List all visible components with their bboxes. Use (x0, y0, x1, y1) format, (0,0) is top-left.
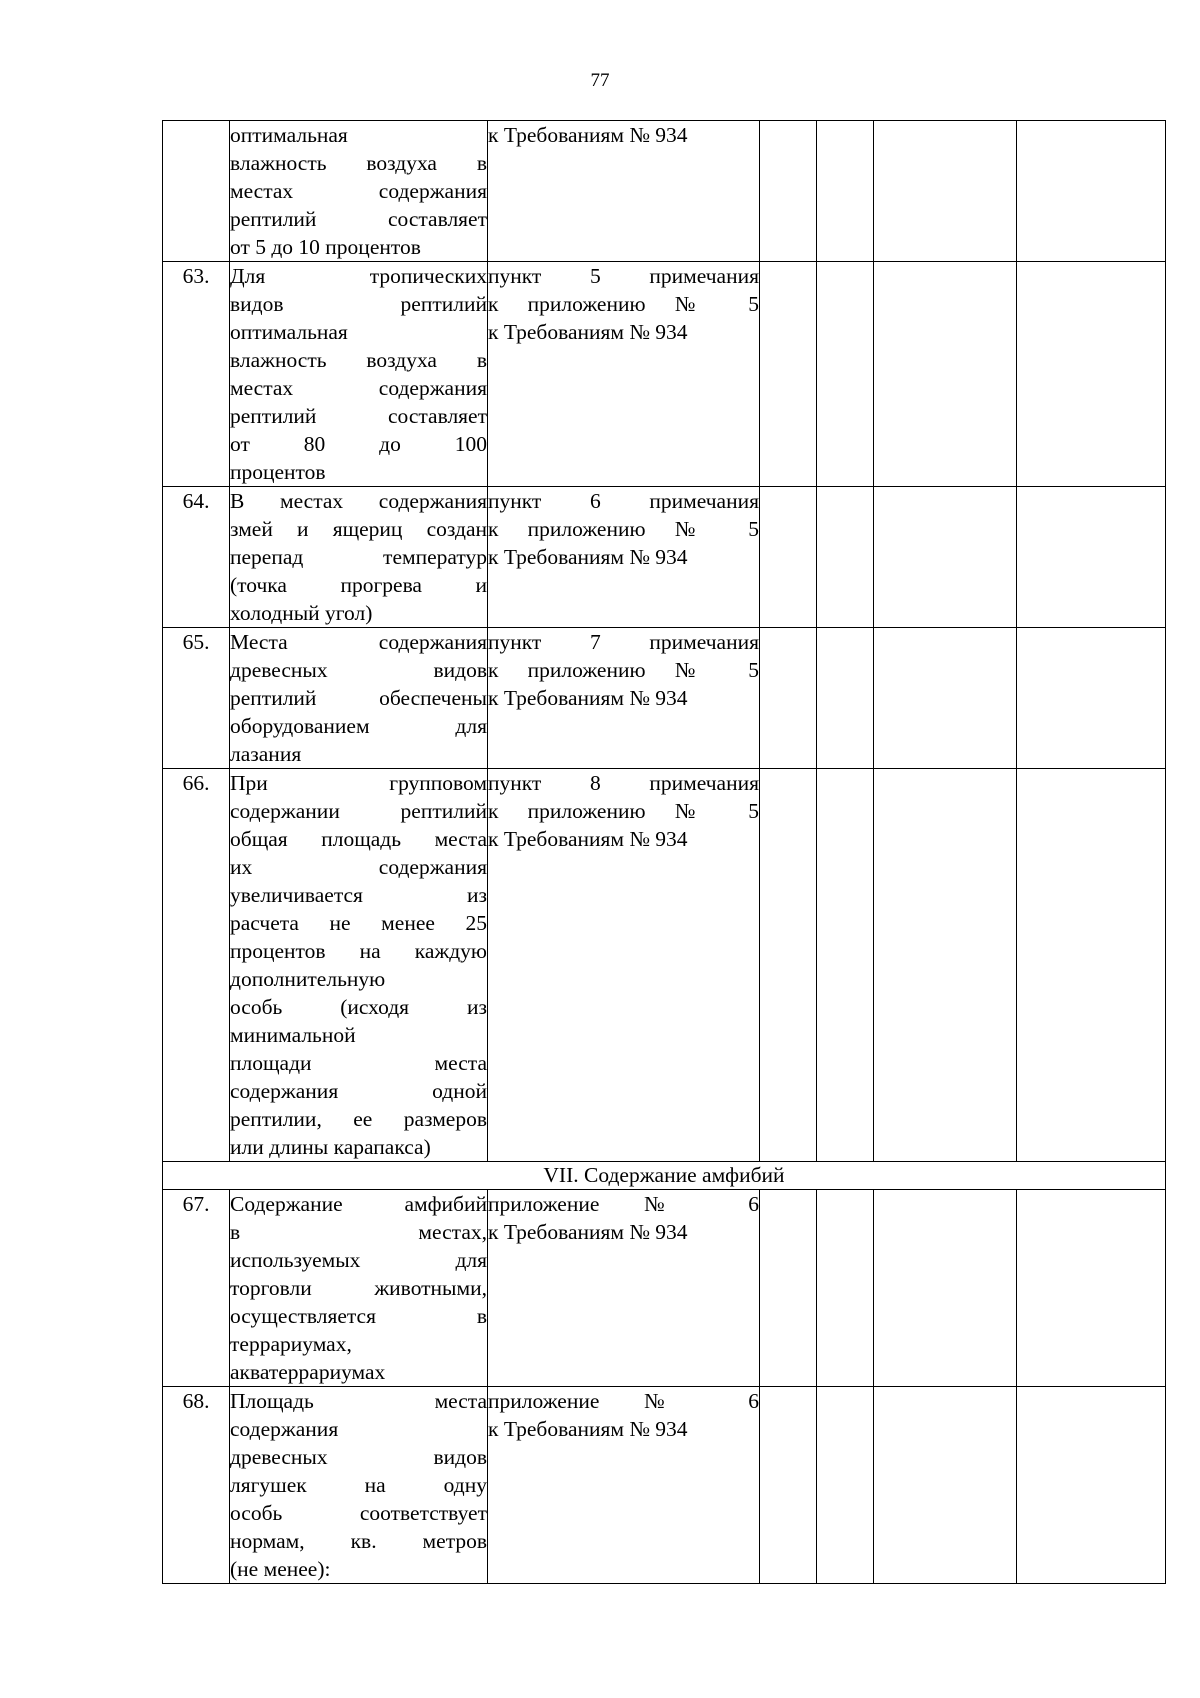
not-applicable-cell (874, 628, 1017, 769)
notes-cell (1017, 769, 1166, 1162)
answer-no-cell (817, 1190, 874, 1387)
not-applicable-cell (874, 121, 1017, 262)
answer-yes-cell (760, 121, 817, 262)
requirement-text (230, 487, 488, 628)
legal-reference (488, 262, 760, 487)
legal-reference (488, 769, 760, 1162)
not-applicable-cell (874, 769, 1017, 1162)
notes-cell (1017, 262, 1166, 487)
requirement-text-line: древесных видов (230, 1445, 487, 1469)
legal-reference (488, 1190, 760, 1387)
table-row (163, 487, 1166, 628)
requirement-text-line: их содержания (230, 855, 487, 879)
requirement-text-line: рептилий составляет (230, 404, 487, 428)
requirement-text-line: древесных видов (230, 658, 487, 682)
requirement-text-line: площади места (230, 1051, 487, 1075)
requirement-text-line: или длины карапакса) (230, 1135, 431, 1159)
requirement-text-line: Площадь места (230, 1389, 487, 1413)
requirement-text-line: торговли животными, (230, 1276, 487, 1300)
requirement-text-line: от 5 до 10 процентов (230, 235, 421, 259)
answer-no-cell (817, 262, 874, 487)
requirement-text-line: содержании рептилий (230, 799, 487, 823)
answer-no-cell (817, 769, 874, 1162)
not-applicable-cell (874, 1387, 1017, 1584)
legal-reference-line: к Требованиям № 934 (488, 686, 688, 710)
requirement-text-line: особь соответствует (230, 1501, 487, 1525)
legal-reference-line: к Требованиям № 934 (488, 1220, 688, 1244)
legal-reference (488, 487, 760, 628)
notes-cell (1017, 1190, 1166, 1387)
table-row (163, 628, 1166, 769)
requirement-text-line: содержания одной (230, 1079, 487, 1103)
requirement-text-line: Содержание амфибий (230, 1192, 487, 1216)
requirement-text-line: осуществляется в (230, 1304, 487, 1328)
requirement-text-line: холодный угол) (230, 601, 373, 625)
requirement-text-line: местах содержания (230, 179, 487, 203)
requirement-text (230, 262, 488, 487)
requirement-text-line: видов рептилий (230, 292, 487, 316)
item-number: 63. (163, 262, 230, 487)
item-number: 66. (163, 769, 230, 1162)
requirement-text-line: При групповом (230, 771, 487, 795)
item-number: 64. (163, 487, 230, 628)
table-row (163, 1387, 1166, 1584)
requirement-text-line: общая площадь места (230, 827, 487, 851)
legal-reference-line: к приложению № 5 (488, 658, 759, 682)
table-row (163, 769, 1166, 1162)
requirement-text-line: от 80 до 100 (230, 432, 487, 456)
answer-no-cell (817, 628, 874, 769)
legal-reference (488, 1387, 760, 1584)
page-number: 77 (590, 70, 610, 91)
requirement-text-line: рептилий составляет (230, 207, 487, 231)
item-number: 68. (163, 1387, 230, 1584)
section-row (163, 1162, 1166, 1190)
notes-cell (1017, 1387, 1166, 1584)
notes-cell (1017, 121, 1166, 262)
requirement-text-line: акватеррариумах (230, 1360, 386, 1384)
requirement-text-line: (точка прогрева и (230, 573, 487, 597)
requirement-text (230, 1387, 488, 1584)
legal-reference-line: к Требованиям № 934 (488, 827, 688, 851)
requirement-text-line: лягушек на одну (230, 1473, 487, 1497)
requirement-text-line: увеличивается из (230, 883, 487, 907)
requirement-text-line: процентов на каждую (230, 939, 487, 963)
answer-no-cell (817, 487, 874, 628)
requirement-text-line: В местах содержания (230, 489, 487, 513)
legal-reference-line: пункт 8 примечания (488, 771, 759, 795)
requirement-text-line: рептилий обеспечены (230, 686, 487, 710)
legal-reference-line: к Требованиям № 934 (488, 123, 688, 147)
legal-reference-line: пункт 7 примечания (488, 630, 759, 654)
legal-reference-line: приложение № 6 (488, 1389, 759, 1413)
requirement-text (230, 628, 488, 769)
not-applicable-cell (874, 487, 1017, 628)
table-body (163, 121, 1166, 1584)
requirement-text-line: перепад температур (230, 545, 487, 569)
item-number: 65. (163, 628, 230, 769)
legal-reference (488, 628, 760, 769)
requirement-text-line: используемых для (230, 1248, 487, 1272)
section-heading: VII. Содержание амфибий (163, 1162, 1166, 1190)
requirement-text-line: террариумах, (230, 1332, 352, 1356)
requirement-text-line: процентов (230, 460, 326, 484)
requirement-text-line: рептилии, ее размеров (230, 1107, 487, 1131)
table-row (163, 121, 1166, 262)
requirement-text-line: в местах, (230, 1220, 487, 1244)
legal-reference-line: к приложению № 5 (488, 517, 759, 541)
checklist-table (162, 120, 1166, 1584)
legal-reference (488, 121, 760, 262)
requirement-text-line: содержания (230, 1417, 339, 1441)
legal-reference-line: пункт 6 примечания (488, 489, 759, 513)
requirement-text-line: оборудованием для (230, 714, 487, 738)
notes-cell (1017, 628, 1166, 769)
not-applicable-cell (874, 1190, 1017, 1387)
requirement-text-line: оптимальная (230, 320, 348, 344)
notes-cell (1017, 487, 1166, 628)
item-number (163, 121, 230, 262)
requirement-text-line: дополнительную (230, 967, 386, 991)
requirement-text-line: местах содержания (230, 376, 487, 400)
legal-reference-line: к приложению № 5 (488, 799, 759, 823)
legal-reference-line: приложение № 6 (488, 1192, 759, 1216)
requirement-text (230, 121, 488, 262)
requirement-text (230, 1190, 488, 1387)
legal-reference-line: к Требованиям № 934 (488, 545, 688, 569)
requirement-text-line: Для тропических (230, 264, 487, 288)
item-number: 67. (163, 1190, 230, 1387)
requirement-text-line: влажность воздуха в (230, 151, 487, 175)
answer-yes-cell (760, 487, 817, 628)
answer-yes-cell (760, 628, 817, 769)
answer-yes-cell (760, 262, 817, 487)
answer-no-cell (817, 121, 874, 262)
not-applicable-cell (874, 262, 1017, 487)
requirement-text-line: особь (исходя из (230, 995, 487, 1019)
requirement-text-line: минимальной (230, 1023, 356, 1047)
requirement-text (230, 769, 488, 1162)
answer-yes-cell (760, 1387, 817, 1584)
legal-reference-line: к Требованиям № 934 (488, 320, 688, 344)
requirement-text-line: Места содержания (230, 630, 487, 654)
requirement-text-line: влажность воздуха в (230, 348, 487, 372)
answer-no-cell (817, 1387, 874, 1584)
requirement-text-line: расчета не менее 25 (230, 911, 487, 935)
requirement-text-line: (не менее): (230, 1557, 331, 1581)
requirement-text-line: лазания (230, 742, 302, 766)
answer-yes-cell (760, 1190, 817, 1387)
answer-yes-cell (760, 769, 817, 1162)
legal-reference-line: к Требованиям № 934 (488, 1417, 688, 1441)
requirement-text-line: нормам, кв. метров (230, 1529, 487, 1553)
legal-reference-line: к приложению № 5 (488, 292, 759, 316)
table-row (163, 1190, 1166, 1387)
legal-reference-line: пункт 5 примечания (488, 264, 759, 288)
requirement-text-line: змей и ящериц создан (230, 517, 487, 541)
table-row (163, 262, 1166, 487)
requirement-text-line: оптимальная (230, 123, 348, 147)
